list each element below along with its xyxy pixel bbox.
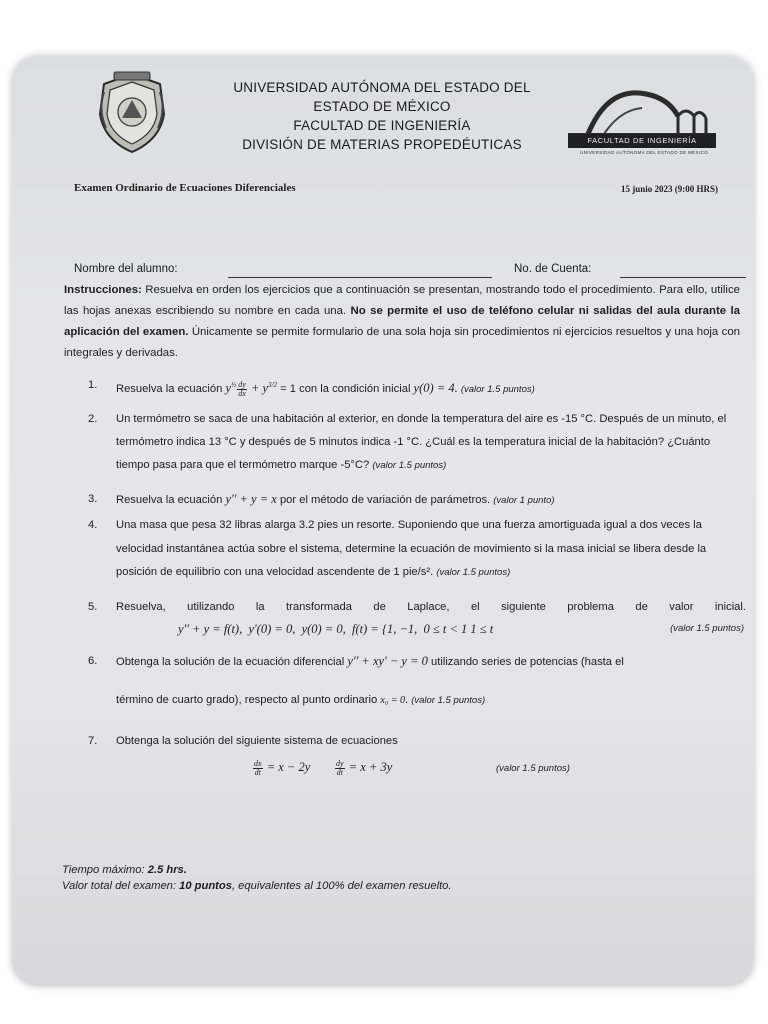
question-text-cont: utilizando series de potencias (hasta el (427, 656, 624, 668)
question-points: (valor 1 punto) (493, 495, 555, 506)
question-points: (valor 1.5 puntos) (411, 695, 486, 706)
faculty-logo-subtitle: UNIVERSIDAD AUTÓNOMA DEL ESTADO DE MÉXICO (580, 150, 708, 155)
faculty-logo-band: FACULTAD DE INGENIERÍA (568, 134, 716, 148)
question-text: Obtenga la solución de la ecuación diferencial (116, 656, 348, 668)
question-text-cont: por el método de variación de parámetros. (276, 494, 491, 506)
header-line-2: ESTADO DE MÉXICO (313, 99, 451, 114)
question-text: Un termómetro se saca de una habitación al exterior, en donde la temperatura del aire es -15 °C. Después de un minuto, el termómetro indica 13 °C y después de 5 minutos indica -1 °C. ¿Cuál es la temperatura inicial de la habitación? ¿Cuánto tiempo pasa para que el termómetro marque -5°C? (116, 413, 727, 471)
total-value: Valor total del examen: 10 puntos, equivalentes al 100% del examen resuelto. (62, 880, 452, 892)
system-equation-1: $\frac{dx}{dt}$ = x − 2y (254, 758, 311, 777)
student-name-line[interactable] (228, 277, 492, 278)
question-points: (valor 1.5 puntos) (670, 623, 744, 634)
header-line-1: UNIVERSIDAD AUTÓNOMA DEL ESTADO DEL (233, 80, 531, 95)
total-points: 10 puntos (179, 880, 232, 892)
question-text: Resuelva la ecuación (116, 383, 226, 396)
question-points: (valor 1.5 puntos) (460, 384, 535, 396)
question-number: 4. (88, 519, 98, 531)
question-points: (valor 1.5 puntos) (372, 460, 447, 471)
exam-footer (62, 862, 452, 894)
instructions-text-2: Únicamente se permite formulario de una sola hoja sin procedimientos ni ejercicios resueltos y una hoja con integrales y derivadas. (64, 326, 740, 359)
exam-title: Examen Ordinario de Ecuaciones Diferenciales (74, 182, 296, 194)
question-number: 3. (88, 493, 98, 505)
question-number: 2. (88, 413, 98, 425)
instructions-warning: No se permite el uso de teléfono celular ni salidas del aula durante la aplicación del examen. (64, 305, 740, 338)
header-line-4: DIVISIÓN DE MATERIAS PROPEDÉUTICAS (242, 137, 522, 152)
initial-condition: y(0) = 4. (413, 381, 458, 396)
instructions-text-1: Resuelva en orden los ejercicios que a continuación se presentan, mostrando todo el procedimiento. Para ello, utilice las hojas anexas escribiendo su nombre en cada una. (64, 284, 740, 317)
exam-sheet: UNIVERSIDAD AUTÓNOMA DEL ESTADO DEL ESTADO DE MÉXICO FACULTAD DE INGENIERÍA DIVISIÓN DE MATERIAS PROPEDÉUTICAS FACULTAD DE INGENIERÍA UNIVERSIDAD AUTÓNOMA DEL ESTADO DE MÉXICO Examen Ordinario de Ecuaciones Diferenciales 15 junio 2023 (9:00 HRS) Nombre del alumno: No. de Cuenta: Instrucciones: Resuelva en orden los ejercicios que a continuación se presentan, mostrando todo el procedimiento. Para ello, utilice las hojas anexas escribiendo su nombre en cada una. No se permite el uso de teléfono celular ni salidas del aula durante la aplicación del examen. Únicamente se permite formulario de una sola hoja sin procedimientos ni ejercicios resueltos y una hoja con integrales y derivadas. 1. Resuelva la ecuación $y^{\frac{1}{2}}$ $\frac{dy}{dx}$ + $y^{3/2} = 1$ con la condición inicial y(0) = 4. (valor 1.5 puntos) 2. Un termómetro se saca de una habitación al exterior, en donde la temperatura del aire es -15 °C. Después de un minuto, el termómetro indica 13 °C y después de 5 minutos indica -1 °C. ¿Cuál es la temperatura inicial de la habitación? ¿Cuánto tiempo pasa para que el termómetro marque -5°C? (valor 1.5 puntos) 3. Resuelva la ecuación y'' + y = x por el método de variación de parámetros. (valor 1 punto) 4. Una masa que pesa 32 libras alarga 3.2 pies un resorte. Suponiendo que una fuerza amortiguada igual a dos veces la velocidad instantánea actúa sobre el sistema, determine la ecuación de movimiento si la masa inicial se libera desde la posición de equilibrio con una velocidad ascendente de 1 pie/s². (valor 1.5 puntos) 5. Resuelva, utilizando la transformada de Laplace, el siguiente problema de valor inicial. y'' + y = f(t), y'(0) = 0, y(0) = 0, f(t) = {1, −1, 0 ≤ t < 1 1 ≤ t (valor 1.5 puntos) 6. Obtenga la solución de la ecuación diferencial y'' + xy' − y = 0 utilizando series de potencias (hasta el término de cuarto grado), respecto al punto ordinario x₀ = 0. (valor 1.5 puntos) 7. Obtenga la solución del siguiente sistema de ecuaciones $\frac{dx}{dt}$ = x − 2y $\frac{dy}{dt}$ = x + 3y (valor 1.5 puntos) Tiempo máximo: 2.5 hrs. Valor total del examen: 10 puntos, equivalentes al 100% del examen resuelto. (12, 56, 754, 986)
question-text: Obtenga la solución del siguiente sistema de ecuaciones (116, 735, 398, 747)
faculty-logo (568, 86, 716, 162)
equation-1: $y^{\frac{1}{2}}$ $\frac{dy}{dx}$ + $y^{3/2}$ (225, 379, 278, 398)
question-number: 7. (88, 735, 98, 747)
question-points: (valor 1.5 puntos) (436, 567, 511, 578)
system-equation-2: $\frac{dy}{dt}$ = x + 3y (336, 758, 393, 777)
account-number-line[interactable] (620, 277, 746, 278)
question-text-line-2: término de cuarto grado), respecto al punto ordinario (116, 694, 381, 706)
exam-date: 15 junio 2023 (9:00 HRS) (620, 184, 718, 194)
equation-3: y'' + y = x (225, 492, 277, 506)
student-name-label: Nombre del alumno: (74, 263, 178, 275)
question-number: 5. (88, 601, 98, 613)
header-line-3: FACULTAD DE INGENIERÍA (293, 118, 471, 133)
question-text-cont: = 1 con la condición inicial (277, 383, 414, 396)
question-number: 6. (88, 655, 98, 667)
question-number: 1. (88, 379, 98, 391)
faculty-arches-icon (568, 86, 716, 136)
university-header (192, 78, 572, 154)
question-points: (valor 1.5 puntos) (496, 763, 570, 774)
equation-5: y'' + y = f(t), y'(0) = 0, y(0) = 0, f(t) = {1, −1, 0 ≤ t < 1 1 ≤ t (178, 622, 494, 636)
question-text: Una masa que pesa 32 libras alarga 3.2 pies un resorte. Suponiendo que una fuerza amortiguada igual a dos veces la velocidad instantánea actúa sobre el sistema, determine la ecuación de movimiento si la masa inicial se libera desde la posición de equilibrio con una velocidad ascendente de 1 pie/s². (116, 519, 707, 578)
time-limit: Tiempo máximo: 2.5 hrs. (62, 864, 187, 876)
question-text: Resuelva, utilizando la transformada de Laplace, el siguiente problema de valor inicial. (116, 601, 746, 613)
equation-6: y'' + xy' − y = 0 (347, 654, 428, 668)
ordinary-point: x₀ = 0 (380, 695, 405, 706)
instructions (64, 280, 740, 364)
account-label: No. de Cuenta: (514, 263, 592, 275)
time-value: 2.5 hrs. (147, 864, 187, 876)
university-seal-icon (94, 70, 170, 156)
question-text: Resuelva la ecuación (116, 494, 226, 506)
instructions-label: Instrucciones: (64, 284, 142, 296)
